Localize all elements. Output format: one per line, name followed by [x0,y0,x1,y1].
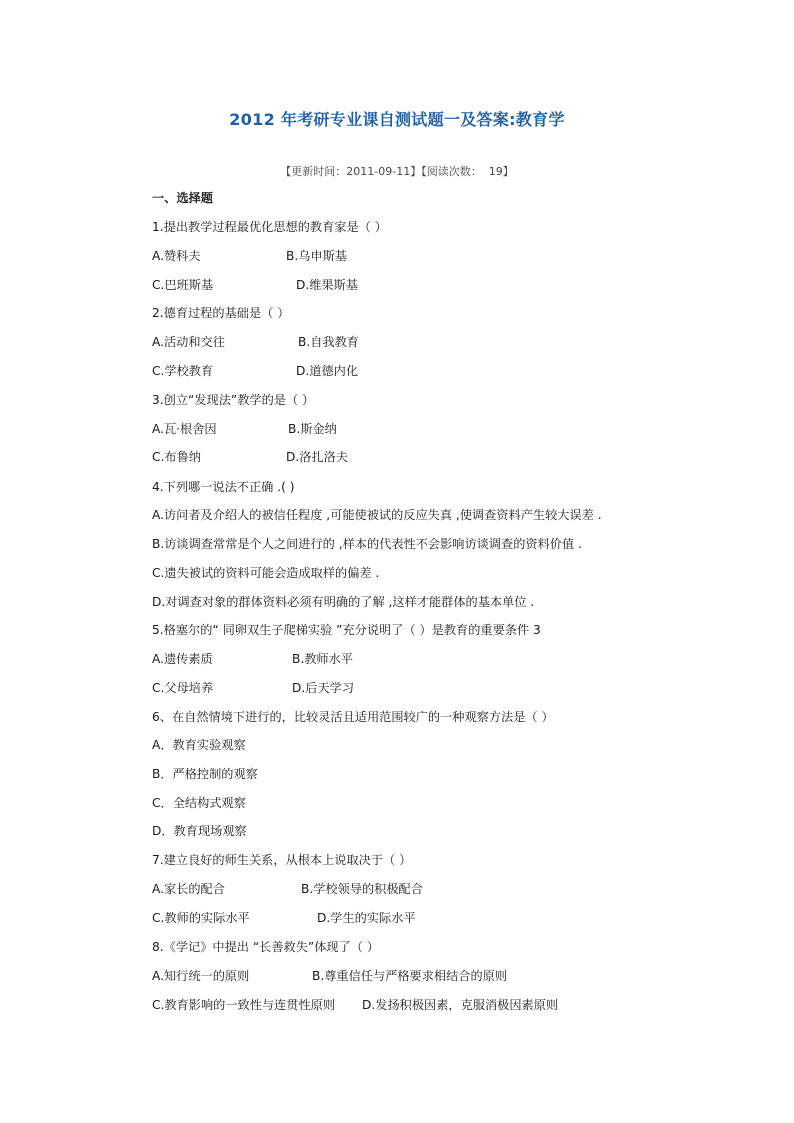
question-4-option-a: A.访问者及介绍人的被信任程度 ,可能使被试的反应失真 ,使调查资料产生较大误差 . [152,508,602,522]
update-meta: 【更新时间：2011-09-11】【阅读次数： 19】 [280,165,514,178]
section-heading: 一、选择题 [152,191,213,205]
question-5-stem: 5.格塞尔的“ 同卵双生子爬梯实验 ”充分说明了（ ）是教育的重要条件 3 [152,623,541,637]
question-2-stem: 2.德育过程的基础是（ ） [152,306,290,320]
option-c: C.教育影响的一致性与连贯性原则 [152,998,336,1012]
option-c: C.教师的实际水平 [152,911,250,925]
option-c: C.父母培养 [152,681,214,695]
option-a: A.赞科夫 [152,249,201,263]
document-title: 2012 年考研专业课自测试题一及答案:教育学 [229,110,565,129]
option-d: D.洛扎洛夫 [286,450,349,464]
question-4-option-c: C.遗失被试的资料可能会造成取样的偏差 . [152,566,380,580]
option-a: A.家长的配合 [152,882,225,896]
option-b: B.尊重信任与严格要求相结合的原则 [312,969,508,983]
question-6-stem: 6、在自然情境下进行的，比较灵活且适用范围较广的一种观察方法是（ ） [152,710,554,724]
option-b: B.斯金纳 [288,422,337,436]
option-d: D.发扬积极因素，克服消极因素原则 [362,998,559,1012]
question-4-option-d: D.对调查对象的群体资料必须有明确的了解 ,这样才能群体的基本单位 . [152,595,535,609]
question-1-stem: 1.提出教学过程最优化思想的教育家是（ ） [152,220,387,234]
option-c: C.学校教育 [152,364,214,378]
option-b: B.自我教育 [298,335,359,349]
question-6-option-a: A．教育实验观察 [152,738,246,752]
option-d: D.后天学习 [292,681,355,695]
option-a: A.活动和交往 [152,335,225,349]
option-b: B.学校领导的积极配合 [301,882,423,896]
question-4-option-b: B.访谈调查常常是个人之间进行的 ,样本的代表性不会影响访谈调查的资料价值 . [152,537,582,551]
option-a: A.知行统一的原则 [152,969,250,983]
question-3-stem: 3.创立“发现法”教学的是（ ） [152,393,315,407]
question-4-stem: 4.下列哪一说法不正确 .( ) [152,480,295,494]
question-6-option-c: C．全结构式观察 [152,796,246,810]
question-6-option-d: D．教育现场观察 [152,824,247,838]
option-d: D.维果斯基 [296,278,359,292]
question-6-option-b: B．严格控制的观察 [152,767,258,781]
option-a: A.遗传素质 [152,652,213,666]
question-8-stem: 8.《学记》中提出 “长善救失”体现了（ ） [152,940,380,954]
option-d: D.学生的实际水平 [317,911,416,925]
option-b: B.乌申斯基 [286,249,347,263]
option-c: C.布鲁纳 [152,450,201,464]
option-d: D.道德内化 [296,364,359,378]
question-7-stem: 7.建立良好的师生关系，从根本上说取决于（ ） [152,853,412,867]
option-b: B.教师水平 [292,652,353,666]
option-a: A.瓦·根舍因 [152,422,217,436]
option-c: C.巴班斯基 [152,278,214,292]
